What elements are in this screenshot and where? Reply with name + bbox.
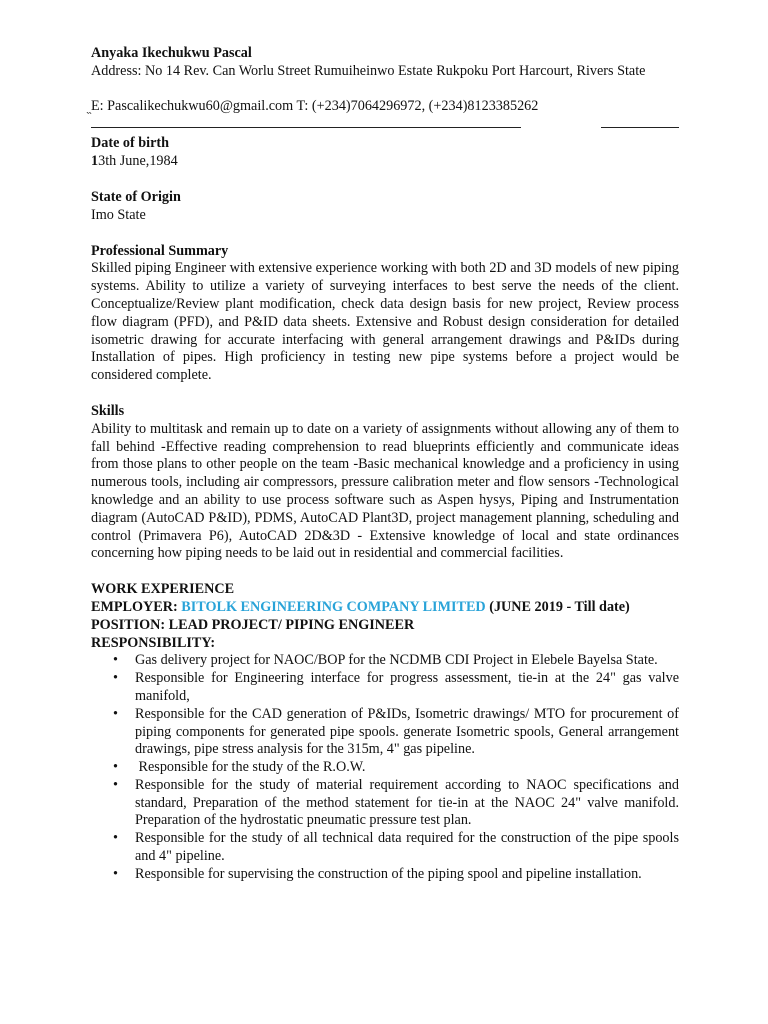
candidate-name: Anyaka Ikechukwu Pascal [91,45,252,61]
summary-text: Skilled piping Engineer with extensive experience working with both 2D and 3D models of new piping systems. Ability to utilize a variety of surveying interfaces to best serve the needs of the client. Conceptualize/Review plant modification, check data design basis for new project, Review process flow diagram (PFD), and P&ID data sheets. Extensive and Robust design consideration for detailed isometric drawing for accurate interfacing with general arrangement drawings and P&IDs during Installation of pipes. High proficiency in testing new pipe systems before a project would be considered complete. [91,260,679,384]
contact-line [87,97,679,118]
dob-heading: Date of birth [91,135,170,152]
skills-text: Ability to multitask and remain up to date on a variety of assignments without allowing any of them to fall behind -Effective reading comprehension to read blueprints efficiently and communicate ideas from those plans to other people on the team -Basic mechanical knowledge and a proficiency in using numerous tools, including air compressors, pressure calibration meter and flow sensors -Technological knowledge and an ability to use process software such as Aspen hysys, Piping and Instrumentation diagram (AutoCAD P&ID), PDMS, AutoCAD Plant3D, project management planning, scheduling and control (Primavera P6), AutoCAD 2D&3D - Extensive knowledge of local and state ordinances concerning how piping needs to be laid out in residential and commercial facilities. [91,420,679,562]
contact-text: E: Pascalikechukwu60@gmail.com T: (+234)7064296972, (+234)8123385262 [91,97,539,114]
employer-line: EMPLOYER: BITOLK ENGINEERING COMPANY LIMITED (JUNE 2019 - Till date) [91,598,630,615]
skills-heading: Skills [91,402,125,419]
list-item: • Responsible for Engineering interface for progress assessment, tie-in at the 24" gas valve manifold, [113,670,679,704]
work-heading: WORK EXPERIENCE [91,581,235,598]
resume-page [87,45,679,884]
responsibility-list [91,652,679,883]
origin-heading: State of Origin [91,188,181,205]
tick-mark: ˵ [87,103,91,118]
responsibility-heading: RESPONSIBILITY: [91,634,216,651]
address-line: Address: No 14 Rev. Can Worlu Street Rumuiheinwo Estate Rukpoku Port Harcourt, Rivers State [91,62,646,79]
summary-heading: Professional Summary [91,242,229,259]
dob-value: 13th June,1984 [91,153,178,170]
list-item: • Responsible for supervising the construction of the piping spool and pipeline installation. [113,865,642,882]
list-item: • Responsible for the study of the R.O.W. [113,759,366,776]
list-item: • Responsible for the study of all technical data required for the construction of the pipe spools and 4" pipeline. [113,830,679,865]
origin-value: Imo State [91,206,146,223]
list-item: • Responsible for the CAD generation of P&IDs, Isometric drawings/ MTO for procurement of piping components for generated pipe spools. generate Isometric spools, General arrangement drawings, pipe stress analysis for the 315m, 4" gas pipeline. [113,705,679,758]
list-item: • Gas delivery project for NAOC/BOP for the NCDMB CDI Project in Elebele Bayelsa State. [113,652,658,669]
employer-name: BITOLK ENGINEERING COMPANY LIMITED [181,598,486,615]
position-line: POSITION: LEAD PROJECT/ PIPING ENGINEER [91,616,415,633]
list-item: • Responsible for the study of material requirement according to NAOC specifications and standard, Preparation of the method statement for tie-in at the NAOC 24" valve manifold. Preparation of the hydrostatic pneumatic pressure test plan. [113,776,679,829]
